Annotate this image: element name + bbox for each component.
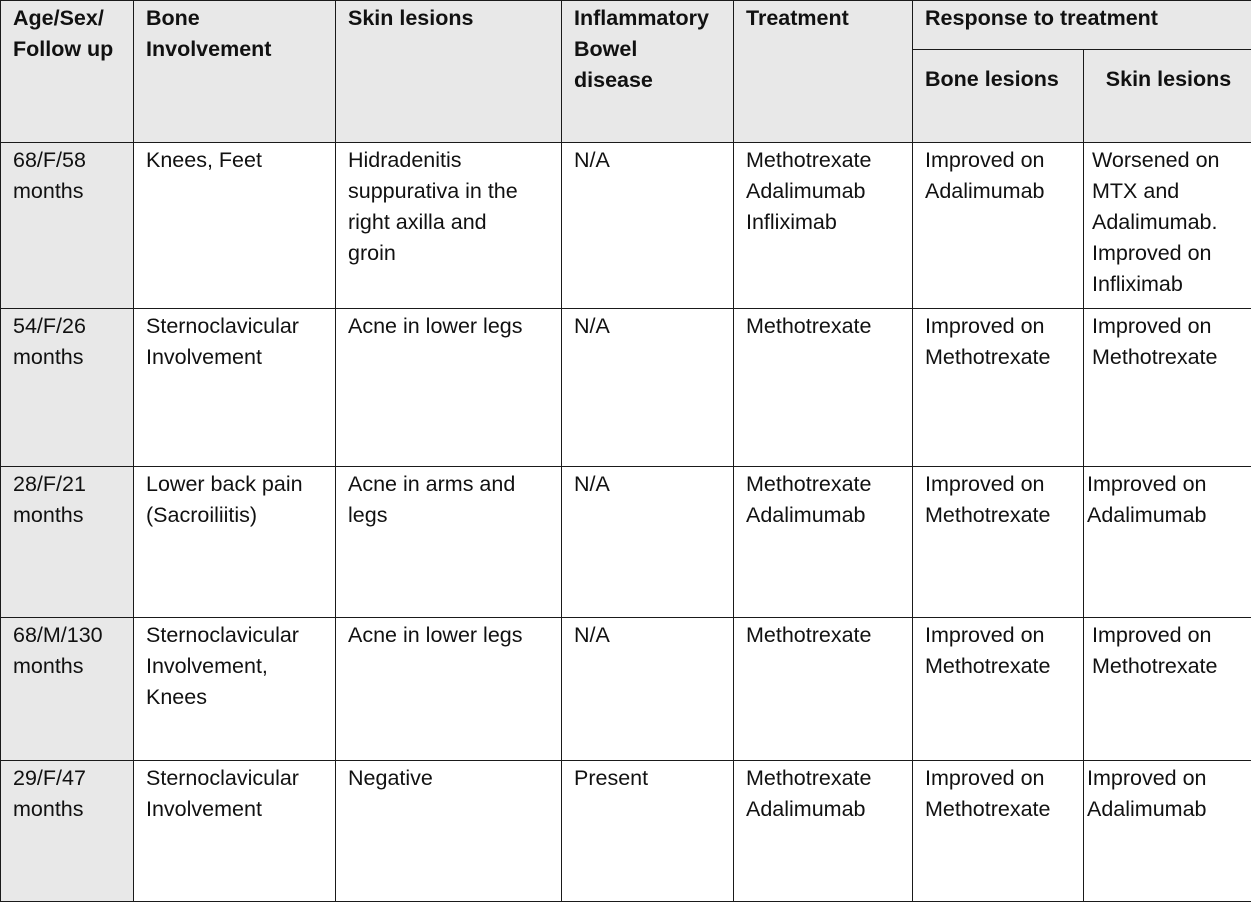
cell-bone: Sternoclavicular Involvement	[134, 761, 336, 902]
header-treatment: Treatment	[734, 1, 913, 143]
cell-response-bone: Improved on Methotrexate	[913, 761, 1084, 902]
cell-response-bone: Improved on Adalimumab	[913, 143, 1084, 309]
cell-age: 68/F/58 months	[1, 143, 134, 309]
cell-treatment: Methotrexate Adalimumab Infliximab	[734, 143, 913, 309]
table-row	[1, 761, 1251, 902]
cell-treatment: Methotrexate	[734, 618, 913, 761]
header-response-to-treatment: Response to treatment	[913, 1, 1251, 50]
cell-response-skin: Worsened on MTX and Adalimumab. Improved on Infliximab	[1084, 143, 1251, 309]
cell-skin: Acne in lower legs	[336, 309, 562, 467]
cell-ibd: N/A	[562, 467, 734, 618]
cell-ibd: N/A	[562, 309, 734, 467]
table-row	[1, 309, 1251, 467]
cell-bone: Knees, Feet	[134, 143, 336, 309]
cell-age: 68/M/130 months	[1, 618, 134, 761]
cell-skin: Hidradenitis suppurativa in the right axilla and groin	[336, 143, 562, 309]
cell-ibd: N/A	[562, 618, 734, 761]
cell-skin: Acne in arms and legs	[336, 467, 562, 618]
cell-skin: Acne in lower legs	[336, 618, 562, 761]
cell-response-skin: Improved on Adalimumab	[1084, 761, 1251, 902]
cell-response-skin: Improved on Adalimumab	[1084, 467, 1251, 618]
cell-treatment: Methotrexate	[734, 309, 913, 467]
header-response-bone-lesions: Bone lesions	[913, 50, 1084, 143]
header-age-sex-follow-up: Age/Sex/ Follow up	[1, 1, 134, 143]
cell-response-skin: Improved on Methotrexate	[1084, 618, 1251, 761]
cell-ibd: Present	[562, 761, 734, 902]
cell-ibd: N/A	[562, 143, 734, 309]
cell-response-skin: Improved on Methotrexate	[1084, 309, 1251, 467]
table-row	[1, 618, 1251, 761]
cell-bone: Lower back pain (Sacroiliitis)	[134, 467, 336, 618]
cell-bone: Sternoclavicular Involvement, Knees	[134, 618, 336, 761]
cell-response-bone: Improved on Methotrexate	[913, 309, 1084, 467]
cell-age: 28/F/21 months	[1, 467, 134, 618]
header-bone-involvement: Bone Involvement	[134, 1, 336, 143]
cell-age: 54/F/26 months	[1, 309, 134, 467]
cell-treatment: Methotrexate Adalimumab	[734, 467, 913, 618]
table-row	[1, 143, 1251, 309]
cell-treatment: Methotrexate Adalimumab	[734, 761, 913, 902]
cell-response-bone: Improved on Methotrexate	[913, 618, 1084, 761]
cell-bone: Sternoclavicular Involvement	[134, 309, 336, 467]
header-skin-lesions: Skin lesions	[336, 1, 562, 143]
cell-skin: Negative	[336, 761, 562, 902]
cell-age: 29/F/47 months	[1, 761, 134, 902]
header-response-skin-lesions: Skin lesions	[1084, 50, 1251, 143]
cell-response-bone: Improved on Methotrexate	[913, 467, 1084, 618]
header-inflammatory-bowel-disease: Inflammatory Bowel disease	[562, 1, 734, 143]
table-row	[1, 467, 1251, 618]
